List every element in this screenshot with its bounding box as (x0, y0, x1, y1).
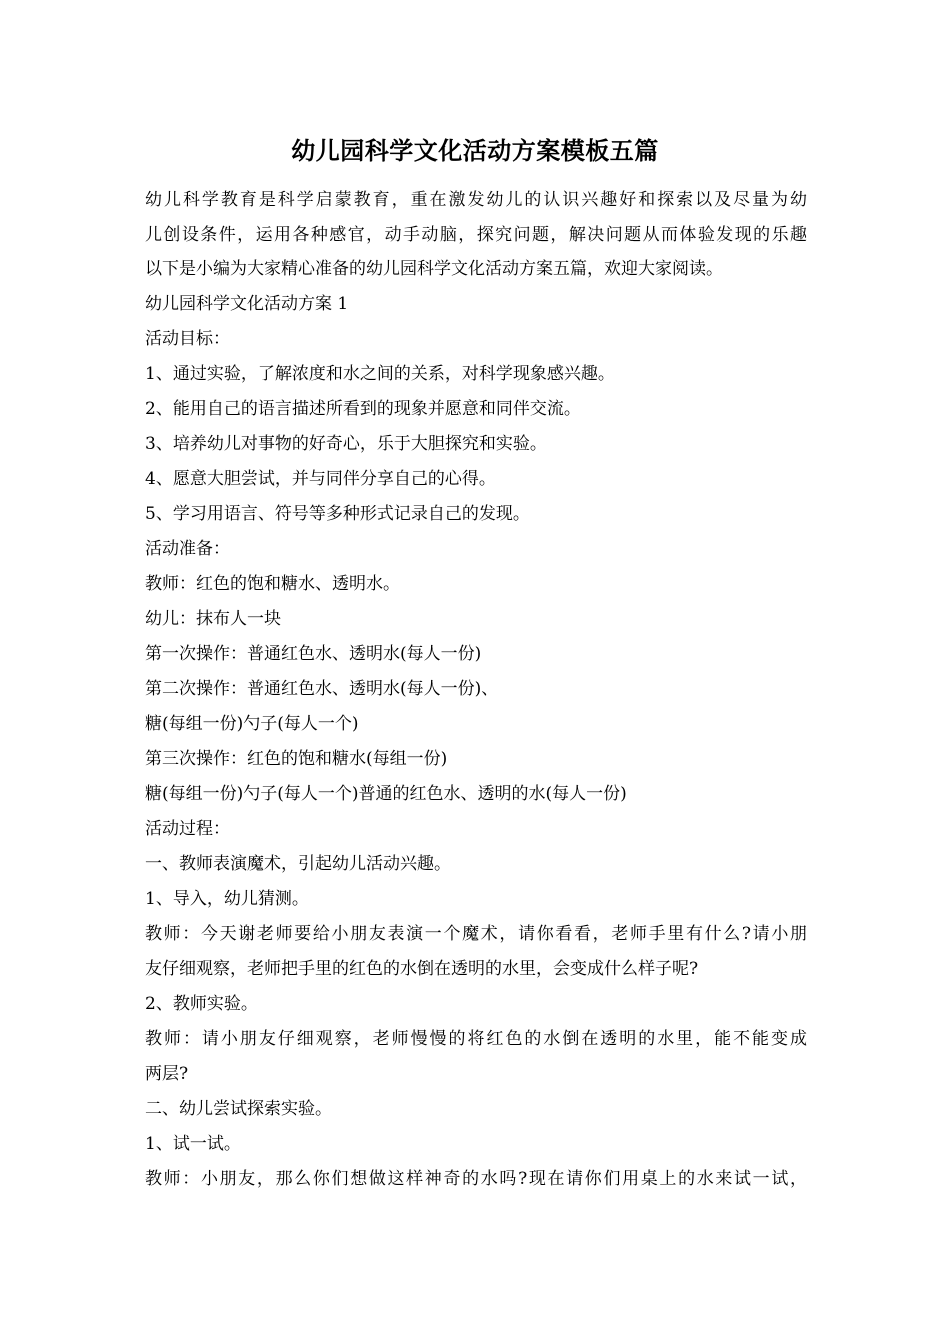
goal-item: 4、愿意大胆尝试，并与同伴分享自己的心得。 (145, 468, 496, 489)
process-text: 教师：请小朋友仔细观察，老师慢慢的将红色的水倒在透明的水里，能不能变成 (145, 1028, 807, 1049)
document-title: 幼儿园科学文化活动方案模板五篇 (291, 136, 659, 165)
preparation-item: 糖(每组一份)勺子(每人一个) (145, 713, 359, 734)
process-substep: 1、导入，幼儿猜测。 (145, 888, 309, 909)
goal-item: 1、通过实验，了解浓度和水之间的关系，对科学现象感兴趣。 (145, 363, 615, 384)
goal-item: 3、培养幼儿对事物的好奇心，乐于大胆探究和实验。 (145, 433, 547, 454)
preparation-item: 糖(每组一份)勺子(每人一个)普通的红色水、透明的水(每人一份) (145, 783, 627, 804)
intro-line: 幼儿科学教育是科学启蒙教育，重在激发幼儿的认识兴趣好和探索以及尽量为幼 (145, 190, 807, 210)
preparation-item: 教师：红色的饱和糖水、透明水。 (145, 573, 400, 594)
preparation-item: 第三次操作：红色的饱和糖水(每组一份) (145, 748, 448, 769)
process-text: 友仔细观察，老师把手里的红色的水倒在透明的水里，会变成什么样子呢? (145, 958, 699, 979)
intro-line: 儿创设条件，运用各种感官，动手动脑，探究问题，解决问题从而体验发现的乐趣 (145, 224, 807, 245)
subheading-process: 活动过程： (145, 818, 230, 839)
preparation-item: 第二次操作：普通红色水、透明水(每人一份)、 (145, 678, 499, 699)
process-text: 两层? (145, 1063, 189, 1084)
process-text: 教师：今天谢老师要给小朋友表演一个魔术，请你看看，老师手里有什么?请小朋 (145, 923, 807, 944)
intro-line: 以下是小编为大家精心准备的幼儿园科学文化活动方案五篇，欢迎大家阅读。 (145, 259, 723, 279)
document-body (145, 183, 807, 1197)
process-substep: 1、试一试。 (145, 1133, 241, 1154)
preparation-item: 幼儿：抹布人一块 (145, 608, 281, 629)
goal-item: 2、能用自己的语言描述所看到的现象并愿意和同伴交流。 (145, 398, 581, 419)
goal-item: 5、学习用语言、符号等多种形式记录自己的发现。 (145, 503, 530, 524)
process-text: 教师：小朋友，那么你们想做这样神奇的水吗?现在请你们用桌上的水来试一试， (145, 1168, 807, 1189)
preparation-item: 第一次操作：普通红色水、透明水(每人一份) (145, 643, 482, 664)
process-step: 二、幼儿尝试探索实验。 (145, 1098, 332, 1119)
intro-paragraph (145, 183, 807, 287)
process-step: 一、教师表演魔术，引起幼儿活动兴趣。 (145, 853, 451, 874)
subheading-preparation: 活动准备： (145, 538, 230, 559)
process-substep: 2、教师实验。 (145, 993, 258, 1014)
subheading-goals: 活动目标： (145, 328, 230, 349)
section-heading: 幼儿园科学文化活动方案 1 (145, 293, 349, 314)
